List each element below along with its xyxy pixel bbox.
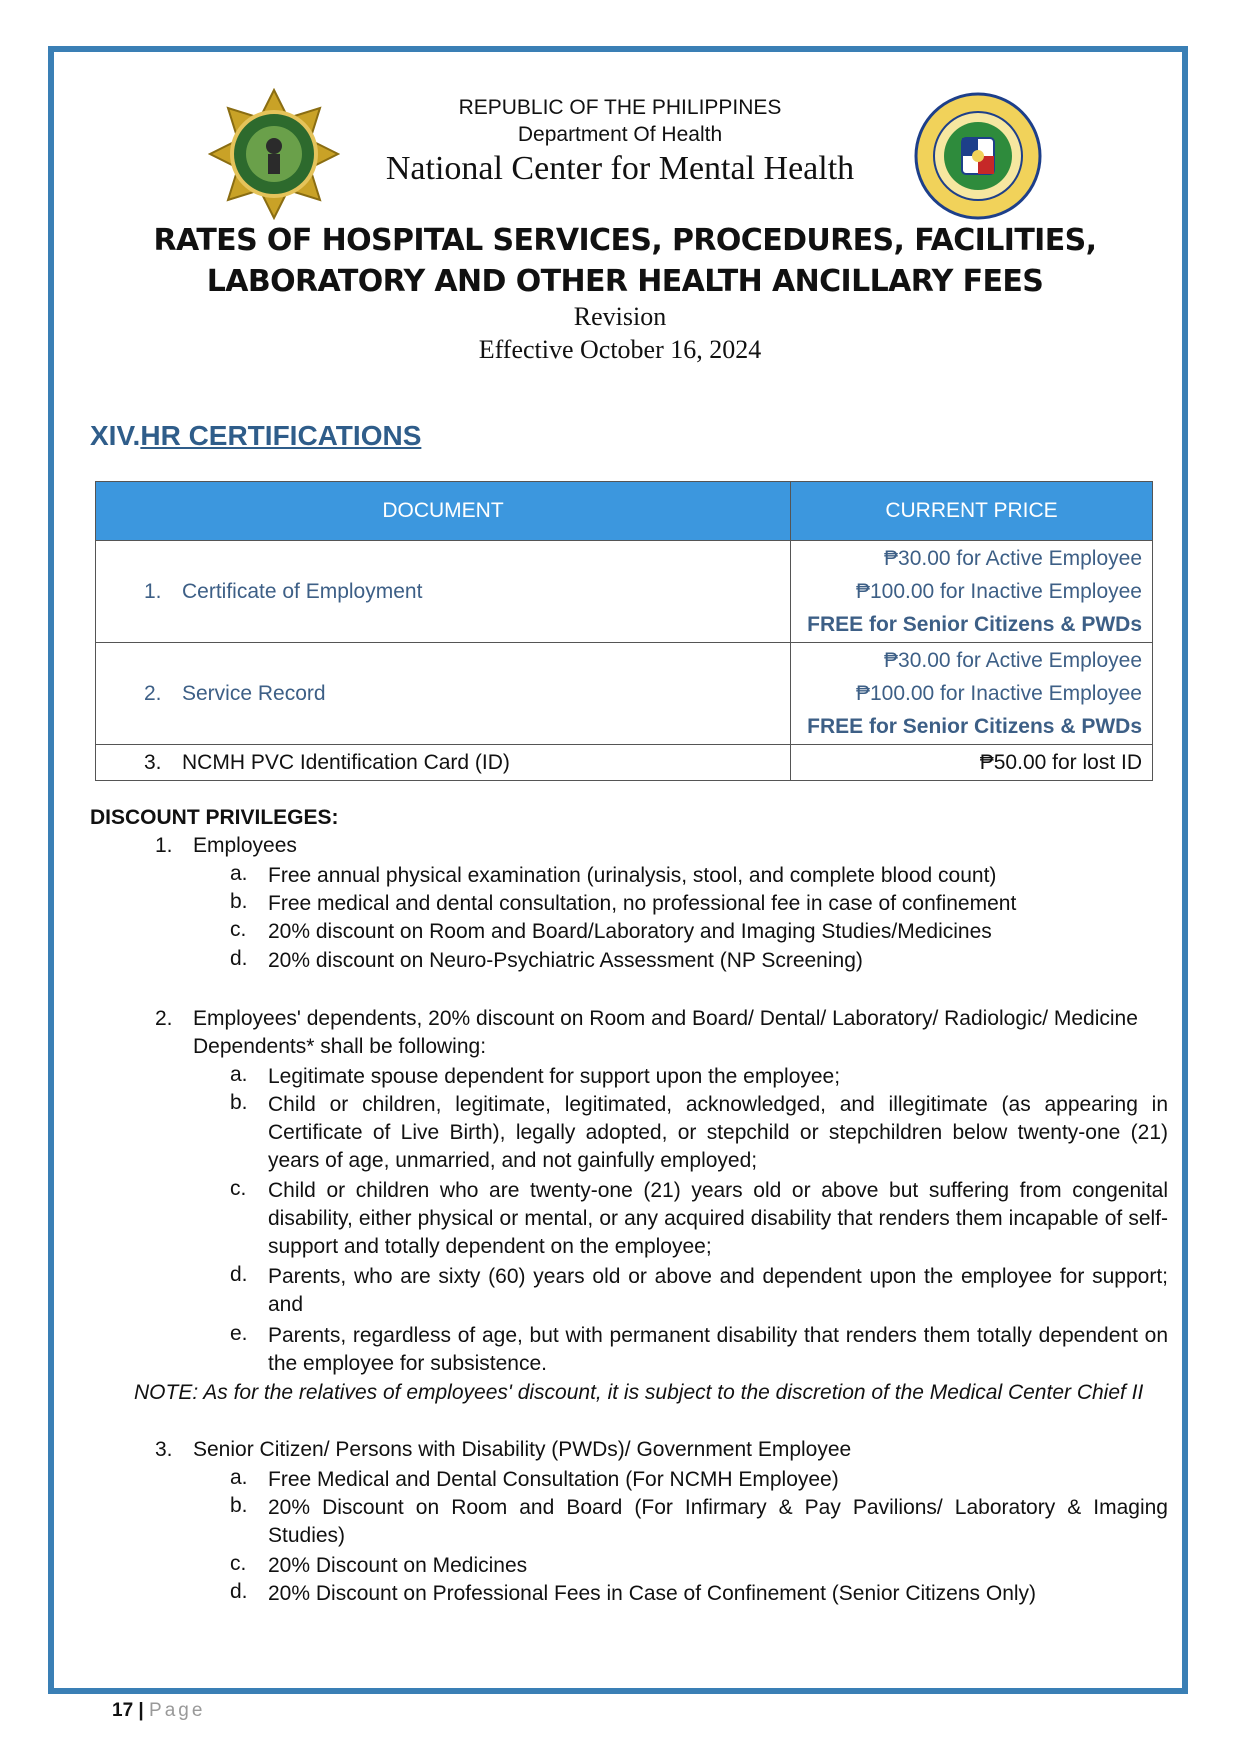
document-cell <box>96 643 791 745</box>
document-cell <box>96 745 791 781</box>
section-number: XIV. <box>90 420 141 451</box>
price-cell <box>791 541 1153 643</box>
page-word: Page <box>149 1700 206 1721</box>
document-name: NCMH PVC Identification Card (ID) <box>182 750 510 774</box>
footer-separator: | <box>138 1700 144 1721</box>
row-number: 2. <box>144 681 162 705</box>
rates-table <box>95 481 1153 781</box>
price-line: ₱50.00 for lost ID <box>979 751 1142 774</box>
page-number: 17 <box>112 1700 134 1721</box>
list-item: 2. Employees' dependents, 20% discount on Room and Board/ Dental/ Laboratory/ Radiologic/ Medicine <box>155 1007 1138 1030</box>
doh-seal-logo <box>912 90 1044 222</box>
discount-privileges-title: DISCOUNT PRIVILEGES: <box>90 806 339 829</box>
title-line-1: RATES OF HOSPITAL SERVICES, PROCEDURES, FACILITIES, <box>153 223 1097 258</box>
price-line: FREE for Senior Citizens & PWDs <box>807 613 1142 636</box>
list-item: 1. Employees <box>155 834 297 857</box>
table-header-row <box>96 482 1153 541</box>
price-cell <box>791 745 1153 781</box>
document-name: Service Record <box>182 681 326 705</box>
list-item-continuation: Dependents* shall be following: <box>193 1035 487 1058</box>
price-cell <box>791 643 1153 745</box>
title-line-2: LABORATORY AND OTHER HEALTH ANCILLARY FEES <box>206 264 1044 299</box>
table-row <box>96 643 1153 745</box>
document-cell <box>96 541 791 643</box>
price-line: ₱30.00 for Active Employee <box>884 547 1142 570</box>
column-header-document: DOCUMENT <box>96 482 791 541</box>
section-name: HR CERTIFICATIONS <box>140 420 422 451</box>
row-number: 3. <box>144 750 162 774</box>
page-footer <box>112 1700 205 1722</box>
effective-date: Effective October 16, 2024 <box>478 335 762 364</box>
section-heading <box>90 420 421 452</box>
price-line: ₱100.00 for Inactive Employee <box>855 580 1142 603</box>
document-title <box>80 220 1170 302</box>
table-row <box>96 745 1153 781</box>
header-republic: REPUBLIC OF THE PHILIPPINES <box>458 96 782 119</box>
list-item: 3. Senior Citizen/ Persons with Disability (PWDs)/ Government Employee <box>155 1438 852 1461</box>
row-number: 1. <box>144 579 162 603</box>
relatives-discount-note: NOTE: As for the relatives of employees' discount, it is subject to the discretion of the Medical Center Chief II <box>134 1381 1144 1404</box>
header-center-name: National Center for Mental Health <box>385 150 855 187</box>
table-row <box>96 541 1153 643</box>
revision-label: Revision <box>573 302 667 331</box>
price-line: ₱100.00 for Inactive Employee <box>855 682 1142 705</box>
column-header-price: CURRENT PRICE <box>791 482 1153 541</box>
price-line: FREE for Senior Citizens & PWDs <box>807 715 1142 738</box>
price-line: ₱30.00 for Active Employee <box>884 649 1142 672</box>
header-department: Department Of Health <box>517 123 723 146</box>
document-name: Certificate of Employment <box>182 579 423 603</box>
